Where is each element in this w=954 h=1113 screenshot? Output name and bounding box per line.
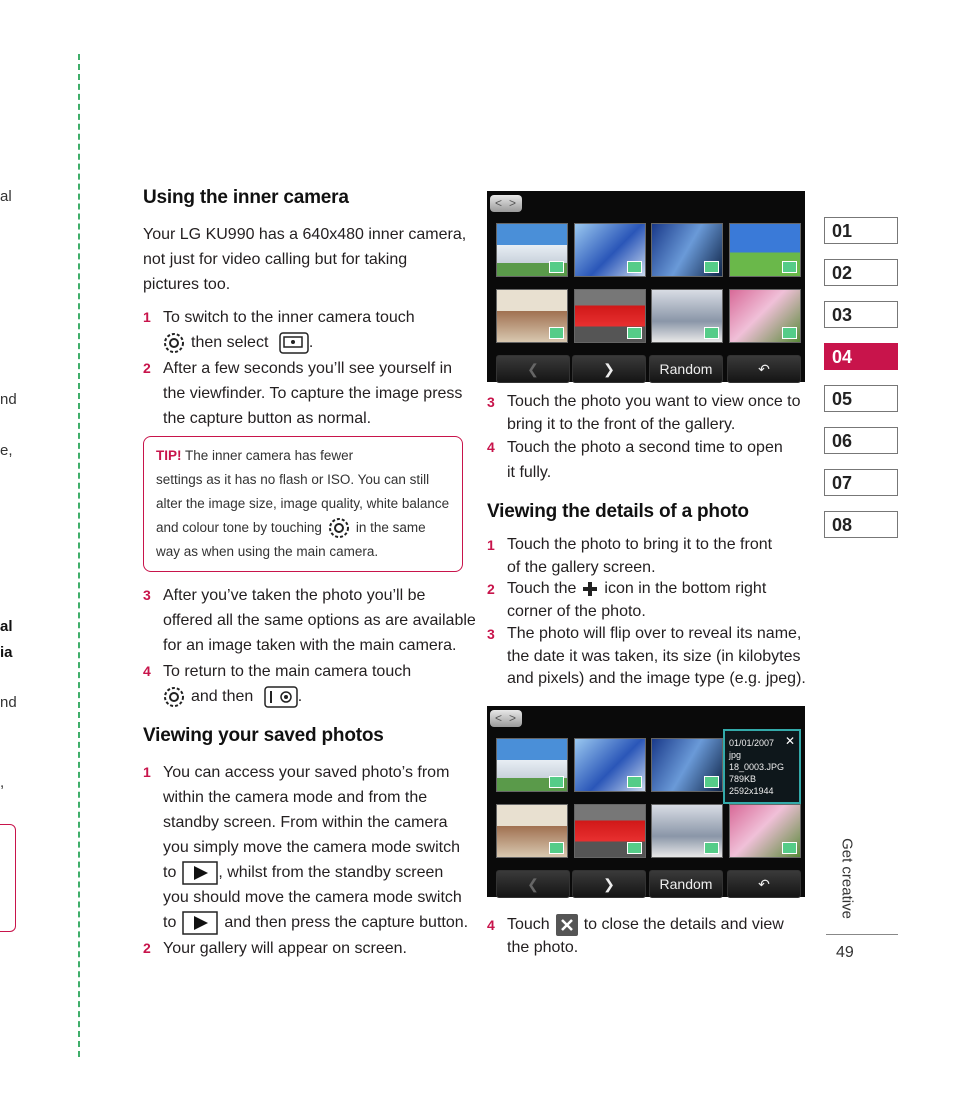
footer-rule <box>826 934 898 935</box>
back-button[interactable]: ↶ <box>727 355 801 383</box>
page-number: 49 <box>836 944 854 961</box>
step-1: 1 To switch to the inner camera touch then select . <box>143 305 415 355</box>
next-button[interactable]: ❯ <box>572 355 646 383</box>
photo-details-panel[interactable]: ✕ 01/01/2007 jpg 18_0003.JPG 789KB 2592x1944 <box>723 729 801 804</box>
photo-thumbnail[interactable] <box>496 738 568 792</box>
tip-label: TIP! <box>156 448 182 463</box>
chapter-tab-08[interactable]: 08 <box>824 511 898 538</box>
photo-thumbnail[interactable] <box>651 289 723 343</box>
main-camera-icon <box>264 686 298 708</box>
back-button[interactable]: ↶ <box>727 870 801 898</box>
close-x-icon <box>556 914 578 936</box>
random-button[interactable]: Random <box>649 355 723 383</box>
heading-photo-details: Viewing the details of a photo <box>487 501 749 522</box>
photo-thumbnail[interactable] <box>651 804 723 858</box>
saved-step-2: 2 Your gallery will appear on screen. <box>143 940 407 957</box>
prev-button[interactable]: ❮ <box>496 870 570 898</box>
plus-icon <box>582 581 598 597</box>
intro-paragraph: Your LG KU990 has a 640x480 inner camera, not just for video calling but for taking pictures too. <box>143 226 467 293</box>
chapter-tab-02[interactable]: 02 <box>824 259 898 286</box>
chapter-tab-03[interactable]: 03 <box>824 301 898 328</box>
close-icon[interactable]: ✕ <box>784 734 795 748</box>
heading-saved-photos: Viewing your saved photos <box>143 725 384 746</box>
prev-button[interactable]: ❮ <box>496 355 570 383</box>
photo-thumbnail[interactable] <box>651 223 723 277</box>
photo-thumbnail[interactable] <box>496 804 568 858</box>
chapter-tab-07[interactable]: 07 <box>824 469 898 496</box>
edge-fragment: , <box>0 774 5 791</box>
details-step-4: 4 Touch to close the details and view the photo. <box>487 914 784 959</box>
section-label: Get creative <box>838 838 856 919</box>
tip-box: TIP! The inner camera has fewer settings as it has no flash or ISO. You can still alter the image size, image quality, white balance and colour tone by touching in the same way as when using the main camera. <box>143 436 463 572</box>
photo-thumbnail[interactable] <box>729 804 801 858</box>
gallery-details-screenshot <box>487 706 805 897</box>
scroll-nav: < > <box>490 195 522 212</box>
random-button[interactable]: Random <box>649 870 723 898</box>
chapter-tab-05[interactable]: 05 <box>824 385 898 412</box>
scroll-nav: < > <box>490 710 522 727</box>
edge-fragment: al <box>0 618 13 635</box>
edge-fragment: nd <box>0 694 17 711</box>
play-mode-icon <box>182 861 218 885</box>
photo-thumbnail[interactable] <box>574 289 646 343</box>
details-step-2: 2 Touch the icon in the bottom right corner of the photo. <box>487 580 767 620</box>
gallery-screenshot <box>487 191 805 382</box>
settings-gear-icon <box>163 332 185 354</box>
details-step-1: 1 Touch the photo to bring it to the front of the gallery screen. <box>487 536 773 576</box>
photo-thumbnail[interactable] <box>729 289 801 343</box>
photo-thumbnail[interactable] <box>574 804 646 858</box>
photo-thumbnail[interactable] <box>729 223 801 277</box>
edge-box <box>0 824 16 932</box>
details-step-3: 3 The photo will flip over to reveal its name, the date it was taken, its size (in kilobytes and pixels) and the image type (e.g. jpeg). <box>487 625 806 687</box>
saved-step-1: 1 You can access your saved photo’s from within the camera mode and from the standby screen. From within the camera you simply move the camera mode switch to , whilst from the standby screen you should move the camera mode switch to and then press the capture button. <box>143 760 468 935</box>
play-mode-icon <box>182 911 218 935</box>
step-2: 2 After a few seconds you’ll see yourself in the viewfinder. To capture the image press the capture button as normal. <box>143 360 463 427</box>
chapter-tab-04[interactable]: 04 <box>824 343 898 370</box>
dashed-margin-line <box>78 54 80 1057</box>
photo-thumbnail[interactable] <box>574 223 646 277</box>
next-button[interactable]: ❯ <box>572 870 646 898</box>
edge-fragment: ia <box>0 644 13 661</box>
heading-inner-camera: Using the inner camera <box>143 187 349 208</box>
photo-thumbnail[interactable] <box>496 289 568 343</box>
photo-thumbnail[interactable] <box>496 223 568 277</box>
gallery-step-3: 3 Touch the photo you want to view once to bring it to the front of the gallery. <box>487 393 801 433</box>
settings-gear-icon <box>163 686 185 708</box>
settings-gear-icon <box>328 517 350 539</box>
chapter-tab-01[interactable]: 01 <box>824 217 898 244</box>
photo-thumbnail[interactable] <box>651 738 723 792</box>
edge-fragment: e, <box>0 442 13 459</box>
photo-thumbnail[interactable] <box>574 738 646 792</box>
edge-fragment: nd <box>0 391 17 408</box>
gallery-step-4: 4 Touch the photo a second time to open it fully. <box>487 439 783 481</box>
edge-fragment: al <box>0 188 12 205</box>
inner-camera-icon <box>279 332 309 354</box>
chapter-tab-06[interactable]: 06 <box>824 427 898 454</box>
step-4: 4 To return to the main camera touch and then . <box>143 659 411 709</box>
step-3: 3 After you’ve taken the photo you’ll be offered all the same options as are available for an image taken with the main camera. <box>143 587 476 654</box>
